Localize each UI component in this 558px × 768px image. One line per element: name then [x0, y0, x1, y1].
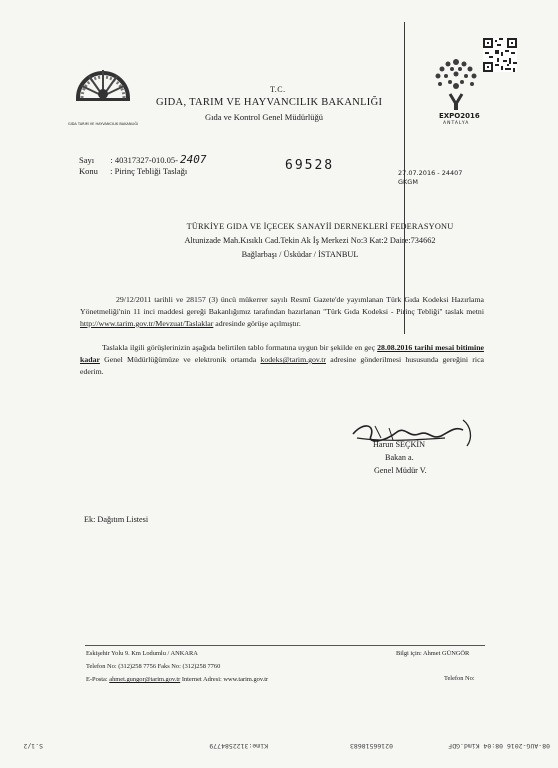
sayi-handwritten: 2407	[180, 153, 207, 166]
konu-label: Konu	[79, 166, 98, 176]
footer-phone: Telefon No: (312)258 7756 Faks No: (312)258 7760	[86, 663, 221, 670]
p2-text-a: Taslakla ilgili görüşlerinizin aşağıda belirtilen tablo formatına uygun bir şekilde en geç	[102, 343, 378, 352]
footer-divider	[85, 645, 485, 646]
footer-phone-right: Telefon No:	[444, 675, 475, 682]
ministry-logo-caption: GIDA TARIM VE HAYVANCILIK BAKANLIĞI	[68, 122, 139, 126]
addressee-name: TÜRKİYE GIDA VE İÇECEK SANAYİİ DERNEKLERİ FEDERASYONU	[186, 222, 454, 231]
republic-abbr: T.C.	[270, 85, 286, 94]
sayi-value: : 40317327-010.05-	[110, 155, 178, 165]
expo-logo	[430, 56, 482, 118]
deadline-text: 28.08.2016 tarihi mesai bitimine kadar	[80, 343, 484, 364]
footer-info-contact: Bilgi için: Ahmet GÜNGÖR	[396, 650, 470, 657]
signatory-title-2: Genel Müdür V.	[374, 466, 427, 475]
ministry-logo	[72, 58, 134, 128]
taslaklar-link[interactable]: http://www.tarim.gov.tr/Mevzuat/Taslaklar	[80, 319, 214, 328]
footer-email-label: E-Posta:	[86, 676, 110, 683]
body-paragraph-1	[80, 294, 484, 330]
date-stamp-line2: GKGM	[398, 178, 418, 186]
fax-recipient: Kime:3122584779	[209, 742, 268, 750]
subject-line	[79, 166, 187, 176]
expo-logo-caption: EXPO2016	[439, 112, 480, 120]
signatory-title-1: Bakan a.	[385, 453, 414, 462]
konu-value: : Pirinç Tebliği Taslağı	[110, 166, 188, 176]
fax-date: 08-AUG-2016 08:04 Kimd.GDF	[448, 742, 550, 750]
addressee-address: Altunizade Mah.Kısıklı Cad.Tekin Ak İş Merkezi No:3 Kat:2 Daire:734662	[184, 236, 436, 245]
body-paragraph-2	[80, 342, 484, 378]
p2-text-c: adresine gönderilmesi hususunda gereğini rica ederim.	[80, 355, 484, 376]
reference-number	[79, 153, 207, 166]
footer-web: Internet Adresi: www.tarim.gov.tr	[180, 676, 269, 683]
footer-address: Eskişehir Yolu 9. Km Lodumlu / ANKARA	[86, 650, 198, 657]
p2-text-b: Genel Müdürlüğümüze ve elektronik ortamda	[99, 355, 261, 364]
date-stamp-line1: 27.07.2016 - 24407	[398, 169, 463, 177]
date-stamp	[398, 169, 462, 187]
department-name: Gıda ve Kontrol Genel Müdürlüğü	[205, 112, 324, 122]
attachment-list: Ek: Dağıtım Listesi	[84, 515, 149, 524]
fax-page: S.1/2	[23, 742, 43, 750]
stamp-number: 69528	[285, 158, 335, 173]
expo-logo-subcaption: ANTALYA	[443, 121, 470, 126]
signatory-name: Harun SEÇKİN	[373, 440, 426, 449]
kodeks-email-link[interactable]: kodeks@tarim.gov.tr	[260, 355, 326, 364]
ministry-name: GIDA, TARIM VE HAYVANCILIK BAKANLIĞI	[156, 97, 383, 108]
fax-number: 02166518683	[349, 742, 393, 750]
addressee-city: Bağlarbaşı / Üsküdar / İSTANBUL	[241, 250, 359, 259]
footer-email-link[interactable]: ahmet.gungor@tarim.gov.tr	[109, 676, 181, 683]
qr-code	[483, 38, 517, 72]
sayi-label: Sayı	[79, 155, 95, 165]
footer-contact	[86, 676, 268, 683]
p1-text-b: adresinde görüşe açılmıştır.	[213, 319, 301, 328]
p1-text-a: 29/12/2011 tarihli ve 28157 (3) üncü mükerrer sayılı Resmî Gazete'de yayımlanan Türk Gıda Kodeksi Hazırlama Yönetmeliği'nin 11 inci maddesi gereği Bakanlığımız tarafından hazırlanan "Türk Gıda Kodeksi - Pirinç Tebliği" taslak metni	[80, 295, 484, 316]
